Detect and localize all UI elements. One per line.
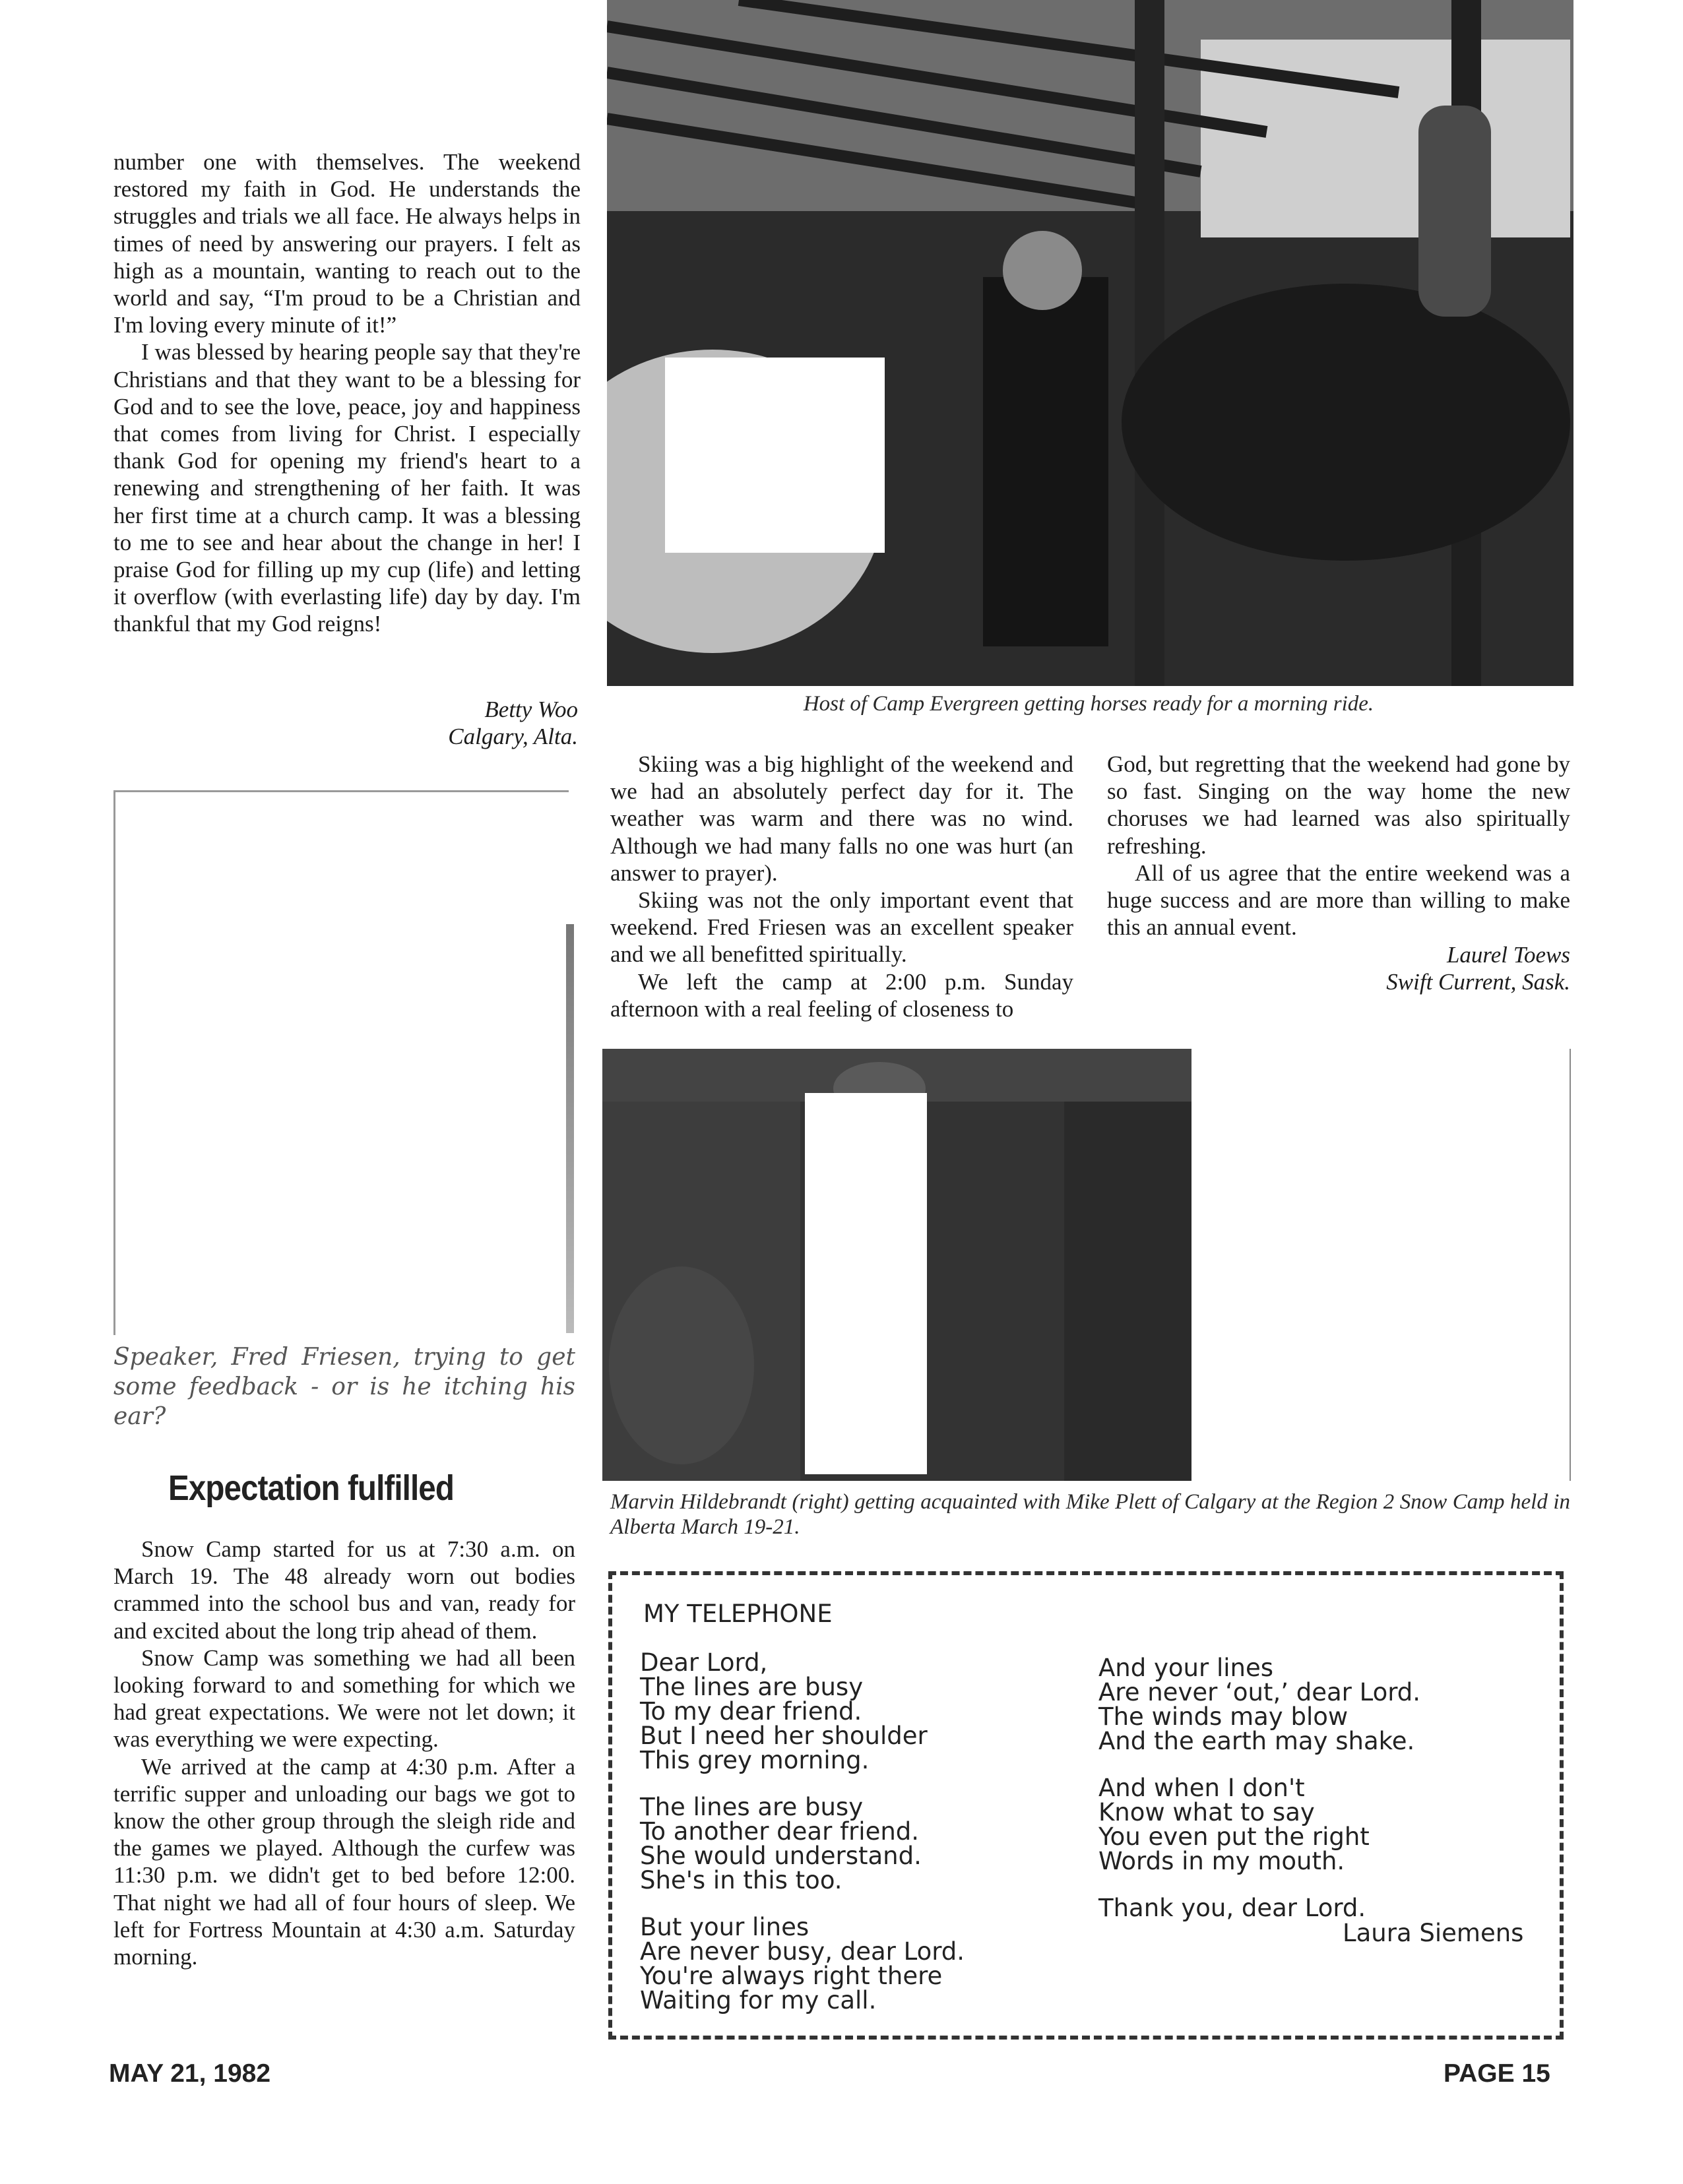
top-photo-redaction	[665, 358, 885, 553]
second-photo-right-blank	[1191, 1049, 1571, 1481]
speaker-photo-shadow	[566, 924, 574, 1333]
middle-col2-paragraph-1: God, but regretting that the weekend had gone by so fast. Singing on the way home the new choruses we had learned was also spiritually refreshing.	[1107, 751, 1570, 859]
article2-paragraph-2: Snow Camp was something we had all been looking forward to and something for which we had great expectations. We were not let down; it was everything we were expecting.	[113, 1644, 575, 1753]
poem-right-column	[1098, 1656, 1420, 1920]
poem-title: MY TELEPHONE	[643, 1600, 833, 1628]
middle-col1-paragraph-3: We left the camp at 2:00 p.m. Sunday afternoon with a real feeling of closeness to	[610, 968, 1073, 1022]
article2-paragraph-3: We arrived at the camp at 4:30 p.m. After a terrific supper and unloading our bags we got to know the other group through the sleigh ride and the games we played. Although the curfew was 11:30 p.m. we didn't get to bed before 12:00. That night we had all of four hours of sleep. We left for Fortress Mountain at 4:30 a.m. Saturday morning.	[113, 1753, 575, 1970]
poem-author: Laura Siemens	[1343, 1919, 1524, 1947]
middle-col-1	[610, 751, 1073, 1022]
second-photo-redaction	[805, 1093, 927, 1474]
article2-paragraph-1: Snow Camp started for us at 7:30 a.m. on March 19. The 48 already worn out bodies crammed into the school bus and van, ready for and excited about the long trip ahead of them.	[113, 1536, 575, 1644]
middle-signature-name: Laurel Toews	[1446, 942, 1570, 968]
left-signature	[369, 696, 578, 750]
middle-col1-paragraph-1: Skiing was a big highlight of the weekend and we had an absolutely perfect day for it. The weather was warm and there was no wind. Although we had many falls no one was hurt (an answer to prayer).	[610, 751, 1073, 886]
speaker-photo	[113, 790, 569, 1335]
article2-text	[113, 1536, 575, 1970]
headline-expectation: Expectation fulfilled	[168, 1468, 455, 1508]
left-article-text	[113, 148, 581, 638]
poem-right-stanza-2: And when I don't Know what to say You even put the right Words in my mouth.	[1098, 1774, 1370, 1875]
top-photo-scene	[607, 0, 1573, 686]
poem-left-column	[640, 1650, 965, 2035]
second-photo-caption: Marvin Hildebrandt (right) getting acquainted with Mike Plett of Calgary at the Region 2 Snow Camp held in Alberta March 19-21.	[610, 1490, 1570, 1539]
left-paragraph-1: number one with themselves. The weekend restored my faith in God. He understands the struggles and trials we all face. He always helps in times of need by answering our prayers. I felt as high as a mountain, wanting to reach out to the world and say, “I'm proud to be a Christian and I'm loving every minute of it!”	[113, 149, 581, 338]
footer-page-number: PAGE 15	[1444, 2059, 1550, 2088]
footer-date: MAY 21, 1982	[109, 2059, 271, 2088]
top-photo-horses	[607, 0, 1573, 686]
middle-signature	[1306, 941, 1570, 995]
top-photo-caption: Host of Camp Evergreen getting horses ready for a morning ride.	[803, 692, 1374, 716]
middle-col2-paragraph-2: All of us agree that the entire weekend was a huge success and are more than willing to make this an annual event.	[1107, 859, 1570, 941]
poem-right-stanza-1: And your lines Are never ‘out,’ dear Lord. The winds may blow And the earth may shake.	[1098, 1654, 1421, 1755]
poem-left-stanza-3: But your lines Are never busy, dear Lord. You're always right there Waiting for my call.	[640, 1913, 965, 2014]
middle-col-2	[1107, 751, 1570, 941]
middle-signature-place: Swift Current, Sask.	[1386, 969, 1570, 995]
speaker-caption: Speaker, Fred Friesen, trying to get some feedback - or is he itching his ear?	[113, 1344, 575, 1430]
poem-left-stanza-1: Dear Lord, The lines are busy To my dear friend. But I need her shoulder This grey morning.	[640, 1648, 928, 1774]
poem-right-stanza-3: Thank you, dear Lord.	[1098, 1894, 1366, 1922]
left-signature-name: Betty Woo	[484, 697, 578, 722]
poem-left-stanza-2: The lines are busy To another dear friend. She would understand. She's in this too.	[640, 1793, 922, 1894]
left-paragraph-2: I was blessed by hearing people say that they're Christians and that they want to be a blessing for God and to see the love, peace, joy and happiness that comes from living for Christ. I especially thank God for opening my friend's heart to a renewing and strengthening of her faith. It was her first time at a church camp. It was a blessing to me to see and hear about the change in her! I praise God for filling up my cup (life) and letting it overflow (with everlasting life) day by day. I'm thankful that my God reigns!	[113, 339, 581, 637]
left-signature-place: Calgary, Alta.	[448, 724, 578, 749]
middle-col1-paragraph-2: Skiing was not the only important event that weekend. Fred Friesen was an excellent speaker and we all benefitted spiritually.	[610, 887, 1073, 968]
